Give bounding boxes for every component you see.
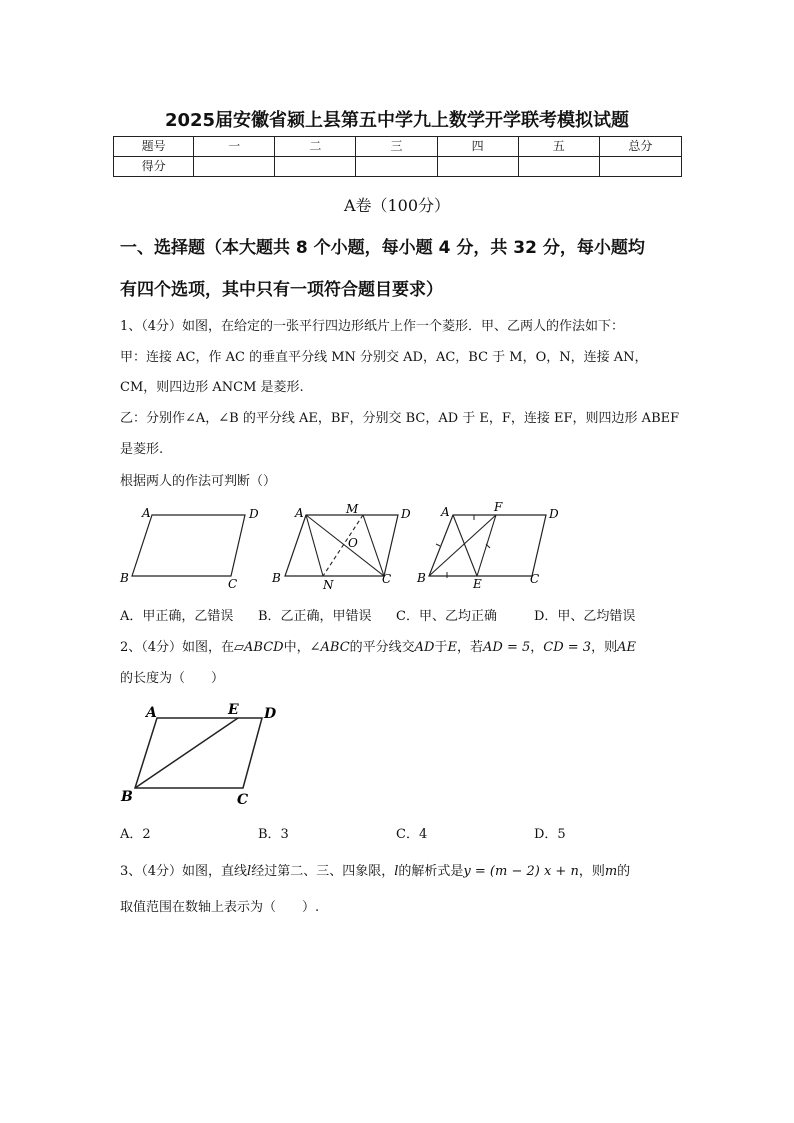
q3-text: 3、（4分）如图，直线 bbox=[120, 864, 248, 879]
q1-option-c[interactable]: C．甲、乙均正确 bbox=[396, 609, 497, 624]
q2-text: 于 bbox=[434, 640, 448, 655]
q3-math-equation: y = (m − 2) x + n bbox=[463, 864, 579, 879]
q2-option-b[interactable]: B．3 bbox=[258, 827, 289, 842]
label-D: D bbox=[549, 507, 559, 521]
score-table-score-row bbox=[114, 157, 682, 177]
label-E: E bbox=[473, 577, 482, 591]
q3-text: 经过第二、三、四象限， bbox=[251, 864, 395, 879]
q2-math-cd-value: CD = 3 bbox=[543, 640, 592, 655]
q1-stem-line1: 1、（4分）如图，在给定的一张平行四边形纸片上作一个菱形．甲、乙两人的作法如下： bbox=[120, 319, 625, 334]
q1-option-a[interactable]: A．甲正确，乙错误 bbox=[120, 609, 234, 624]
label-D: D bbox=[249, 507, 259, 521]
q2-math-ae: AE bbox=[617, 640, 636, 655]
q1-stem-line4: 乙：分别作∠A，∠B 的平分线 AE，BF，分别交 BC，AD 于 E，F，连接 EF，则四边形 ABEF bbox=[120, 411, 680, 426]
q1-figure-2 bbox=[268, 500, 423, 592]
part1-heading-line2: 有四个选项，其中只有一项符合题目要求） bbox=[120, 280, 443, 300]
score-header-cell: 三 bbox=[356, 137, 437, 157]
label-C: C bbox=[228, 577, 238, 591]
q2-text: ，若 bbox=[457, 640, 484, 655]
label-N: N bbox=[323, 578, 334, 592]
q2-math-ad: AD bbox=[414, 640, 435, 655]
q1-figure-3 bbox=[412, 500, 572, 592]
label-A: A bbox=[146, 705, 157, 721]
q3-math-m: m bbox=[604, 864, 618, 879]
q1-option-b[interactable]: B．乙正确，甲错误 bbox=[258, 609, 372, 624]
label-C: C bbox=[530, 572, 540, 586]
q2-text: 中， bbox=[283, 640, 310, 655]
q2-text: ，则 bbox=[591, 640, 618, 655]
score-row-label: 得分 bbox=[114, 157, 194, 177]
label-O: O bbox=[348, 536, 358, 550]
q2-text: 2、（4分）如图，在 bbox=[120, 640, 235, 655]
score-cell bbox=[518, 157, 599, 177]
parallelogram-shape bbox=[135, 718, 262, 788]
q3-stem-line2: 取值范围在数轴上表示为（ ）. bbox=[120, 900, 320, 915]
q1-stem-line6: 根据两人的作法可判断（） bbox=[120, 474, 277, 489]
label-C: C bbox=[237, 792, 249, 808]
score-cell bbox=[194, 157, 275, 177]
label-B: B bbox=[272, 571, 281, 585]
label-A: A bbox=[441, 505, 450, 519]
segment-CM bbox=[363, 515, 384, 576]
score-table bbox=[113, 136, 682, 177]
segment-AN bbox=[306, 515, 323, 576]
label-A: A bbox=[142, 506, 151, 520]
parallelogram-shape bbox=[132, 515, 245, 576]
q2-stem-line2: 的长度为（ ） bbox=[120, 671, 225, 686]
q2-option-d[interactable]: D．5 bbox=[534, 827, 566, 842]
label-B: B bbox=[121, 789, 133, 805]
q2-text: ， bbox=[530, 640, 544, 655]
score-cell bbox=[599, 157, 681, 177]
q2-option-a[interactable]: A．2 bbox=[120, 827, 151, 842]
label-F: F bbox=[494, 500, 503, 514]
diagonal-AC bbox=[306, 515, 384, 576]
part1-heading-line1: 一、选择题（本大题共 8 个小题，每小题 4 分，共 32 分，每小题均 bbox=[120, 238, 645, 258]
score-header-cell: 五 bbox=[518, 137, 599, 157]
section-title: A卷（100分） bbox=[343, 196, 451, 215]
score-header-cell: 总分 bbox=[599, 137, 681, 157]
q2-text: 的平分线交 bbox=[349, 640, 415, 655]
score-cell bbox=[437, 157, 518, 177]
score-cell bbox=[275, 157, 356, 177]
score-header-cell: 一 bbox=[194, 137, 275, 157]
label-D: D bbox=[264, 706, 277, 722]
label-A: A bbox=[295, 506, 304, 520]
label-B: B bbox=[120, 571, 129, 585]
q1-option-d[interactable]: D．甲、乙均错误 bbox=[534, 609, 636, 624]
score-header-cell: 四 bbox=[437, 137, 518, 157]
label-B: B bbox=[417, 571, 426, 585]
label-E: E bbox=[228, 702, 239, 718]
q3-text: ，则 bbox=[578, 864, 605, 879]
q3-math-l: l bbox=[394, 864, 399, 879]
q2-math-e: E bbox=[447, 640, 457, 655]
q3-text: 的解析式是 bbox=[398, 864, 464, 879]
q3-math-l: l bbox=[247, 864, 252, 879]
label-M: M bbox=[346, 502, 359, 516]
q1-figure-1 bbox=[115, 500, 265, 590]
q2-figure bbox=[115, 700, 285, 810]
label-C: C bbox=[382, 572, 392, 586]
q2-math-ad-value: AD = 5 bbox=[483, 640, 531, 655]
q2-stem-line1 bbox=[120, 636, 636, 655]
score-cell bbox=[356, 157, 437, 177]
exam-title: 2025届安徽省颍上县第五中学九上数学开学联考模拟试题 bbox=[164, 110, 630, 131]
q2-math-parallelogram: ▱ABCD bbox=[234, 640, 284, 655]
q1-stem-line3: CM，则四边形 ANCM 是菱形. bbox=[120, 380, 304, 395]
q1-stem-line2: 甲：连接 AC，作 AC 的垂直平分线 MN 分别交 AD，AC，BC 于 M，O，N，连接 AN， bbox=[120, 350, 648, 365]
q1-stem-line5: 是菱形. bbox=[120, 442, 164, 457]
tick-mark bbox=[436, 544, 440, 546]
q2-option-c[interactable]: C．4 bbox=[396, 827, 428, 842]
q2-math-angle: ∠ABC bbox=[309, 640, 350, 655]
bisector-AE bbox=[453, 515, 477, 576]
score-header-cell: 题号 bbox=[114, 137, 194, 157]
score-header-cell: 二 bbox=[275, 137, 356, 157]
bisector-BE bbox=[135, 718, 238, 788]
score-table-header-row bbox=[114, 137, 682, 157]
q3-text: 的 bbox=[617, 864, 631, 879]
q3-stem-line1 bbox=[120, 860, 630, 879]
label-D: D bbox=[401, 507, 411, 521]
